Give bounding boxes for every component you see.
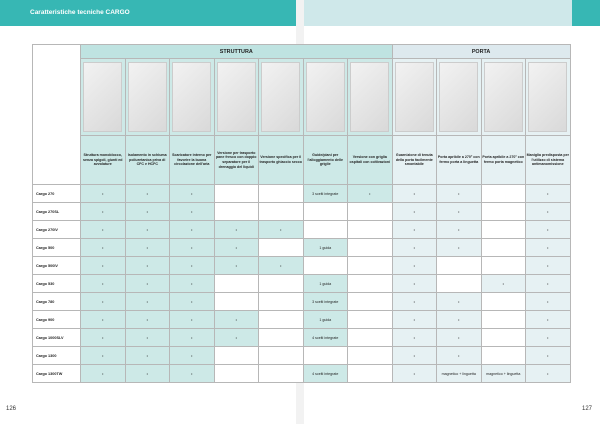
table-cell: • xyxy=(170,293,215,311)
table-cell: • xyxy=(392,239,437,257)
table-cell: • xyxy=(437,239,482,257)
table-cell: • xyxy=(125,293,170,311)
table-cell xyxy=(259,311,304,329)
table-cell: • xyxy=(392,203,437,221)
table-cell: • xyxy=(170,239,215,257)
table-cell: • xyxy=(526,203,571,221)
table-cell: • xyxy=(259,221,304,239)
feature-image xyxy=(481,59,526,136)
table-cell xyxy=(348,203,393,221)
table-cell: • xyxy=(125,311,170,329)
table-cell: • xyxy=(526,185,571,203)
table-cell: • xyxy=(526,239,571,257)
table-cell: • xyxy=(214,257,259,275)
table-cell xyxy=(259,185,304,203)
table-cell xyxy=(303,221,348,239)
product-photo xyxy=(484,62,523,132)
table-cell: • xyxy=(392,365,437,383)
table-cell: • xyxy=(170,257,215,275)
table-cell xyxy=(259,329,304,347)
table-cell: • xyxy=(81,329,126,347)
table-cell: • xyxy=(214,221,259,239)
table-cell xyxy=(481,311,526,329)
table-cell: • xyxy=(81,203,126,221)
feature-image xyxy=(259,59,304,136)
table-cell: • xyxy=(348,185,393,203)
table-row xyxy=(33,329,571,347)
table-cell xyxy=(348,329,393,347)
table-cell: • xyxy=(392,185,437,203)
table-cell: • xyxy=(125,275,170,293)
table-cell: • xyxy=(81,275,126,293)
table-cell: • xyxy=(392,275,437,293)
table-cell xyxy=(437,257,482,275)
table-cell: • xyxy=(170,221,215,239)
table-cell: • xyxy=(81,365,126,383)
product-photo xyxy=(217,62,256,132)
table-cell: 1 guida xyxy=(303,275,348,293)
table-cell xyxy=(214,365,259,383)
table-cell xyxy=(214,293,259,311)
table-cell: 1 guida xyxy=(303,239,348,257)
table-cell: • xyxy=(437,203,482,221)
table-row xyxy=(33,185,571,203)
table-cell xyxy=(259,293,304,311)
product-photo xyxy=(528,62,567,132)
feature-label: Porta apribile a 270° con fermo porta a linguetta xyxy=(437,136,482,185)
table-cell: • xyxy=(170,185,215,203)
table-cell xyxy=(348,221,393,239)
group-struttura: STRUTTURA xyxy=(81,45,393,59)
table-cell: • xyxy=(392,221,437,239)
table-cell xyxy=(348,293,393,311)
page-number-right: 127 xyxy=(582,406,593,412)
feature-label: Maniglia predisposta per l'utilizzo di sistema antimanomissione xyxy=(526,136,571,185)
table-cell: • xyxy=(526,293,571,311)
feature-label: Guarnizione di tenuta della porta facilmente smontabile xyxy=(392,136,437,185)
table-cell xyxy=(348,347,393,365)
feature-image xyxy=(81,59,126,136)
feature-image xyxy=(303,59,348,136)
group-porta: PORTA xyxy=(392,45,570,59)
model-name: Cargo 1300 xyxy=(33,347,81,365)
model-name: Cargo 1000SLV xyxy=(33,329,81,347)
feature-label: Guide/piani per l'alloggiamento delle griglie xyxy=(303,136,348,185)
feature-label: Versione per trasporto pane fresco con doppio separatore per il drenaggio del liquidi xyxy=(214,136,259,185)
page-number-left: 126 xyxy=(6,406,17,412)
feature-image xyxy=(125,59,170,136)
table-cell: magnetico + linguetta xyxy=(481,365,526,383)
feature-image xyxy=(437,59,482,136)
table-cell xyxy=(481,347,526,365)
feature-image xyxy=(526,59,571,136)
table-cell xyxy=(214,347,259,365)
table-cell: • xyxy=(214,239,259,257)
model-name: Cargo 530 xyxy=(33,275,81,293)
table-cell: • xyxy=(437,185,482,203)
table-cell: 3 scelti integrate xyxy=(303,185,348,203)
table-cell: 4 scelti integrate xyxy=(303,365,348,383)
table-row xyxy=(33,311,571,329)
table-cell xyxy=(303,203,348,221)
table-cell xyxy=(481,239,526,257)
feature-image xyxy=(214,59,259,136)
table-cell: • xyxy=(125,329,170,347)
page-title: Caratteristiche tecniche CARGO xyxy=(30,9,130,16)
table-cell xyxy=(214,203,259,221)
table-cell: • xyxy=(526,311,571,329)
table-cell: • xyxy=(526,365,571,383)
table-cell xyxy=(481,293,526,311)
table-row xyxy=(33,275,571,293)
table-row xyxy=(33,347,571,365)
table-cell xyxy=(259,275,304,293)
table-cell xyxy=(437,275,482,293)
table-cell: • xyxy=(170,347,215,365)
table-cell xyxy=(259,365,304,383)
feature-label: Isolamento in schiuma poliuretanica priva di CFC e HCFC xyxy=(125,136,170,185)
product-photo xyxy=(395,62,434,132)
table-cell: • xyxy=(526,257,571,275)
table-cell: • xyxy=(437,329,482,347)
table-cell xyxy=(348,365,393,383)
product-photo xyxy=(306,62,345,132)
table-row xyxy=(33,365,571,383)
model-name: Cargo 500IV xyxy=(33,257,81,275)
header-bar-right xyxy=(304,0,600,26)
feature-label: Versione specifica per il trasporto ghiaccio secco xyxy=(259,136,304,185)
table-cell: • xyxy=(125,257,170,275)
product-photo xyxy=(83,62,122,132)
feature-row xyxy=(33,136,571,185)
table-cell: • xyxy=(170,311,215,329)
table-cell xyxy=(259,347,304,365)
table-cell xyxy=(481,221,526,239)
model-name: Cargo 1300TW xyxy=(33,365,81,383)
table-cell: 4 scelti integrate xyxy=(303,329,348,347)
table-cell: • xyxy=(125,239,170,257)
table-cell: • xyxy=(392,293,437,311)
table-row xyxy=(33,203,571,221)
table-cell: • xyxy=(214,311,259,329)
product-photo xyxy=(172,62,211,132)
table-cell: • xyxy=(481,275,526,293)
table-cell: • xyxy=(392,347,437,365)
table-cell: • xyxy=(170,203,215,221)
model-name: Cargo 500 xyxy=(33,239,81,257)
model-name: Cargo 270 xyxy=(33,185,81,203)
product-photo xyxy=(350,62,389,132)
table-cell xyxy=(303,257,348,275)
table-row xyxy=(33,257,571,275)
image-row xyxy=(33,59,571,136)
product-photo xyxy=(439,62,478,132)
table-cell xyxy=(348,239,393,257)
table-cell xyxy=(259,203,304,221)
table-row xyxy=(33,221,571,239)
table-cell: • xyxy=(437,311,482,329)
table-cell xyxy=(348,257,393,275)
product-photo xyxy=(128,62,167,132)
header-bar-right-accent xyxy=(572,0,600,26)
feature-image xyxy=(170,59,215,136)
table-cell: • xyxy=(170,275,215,293)
table-cell: • xyxy=(170,365,215,383)
table-cell xyxy=(481,257,526,275)
feature-label: Struttura monoblocco, senza spigoli, giunti ed avvolature xyxy=(81,136,126,185)
table-cell xyxy=(303,347,348,365)
table-row xyxy=(33,293,571,311)
table-cell xyxy=(214,275,259,293)
model-name: Cargo 270IV xyxy=(33,221,81,239)
table-cell: • xyxy=(526,347,571,365)
table-cell: • xyxy=(81,221,126,239)
table-cell: • xyxy=(125,221,170,239)
feature-label: Versione con griglia ospitali con coltivazioni xyxy=(348,136,393,185)
table-cell: • xyxy=(259,257,304,275)
table-cell: • xyxy=(81,293,126,311)
model-name: Cargo 780 xyxy=(33,293,81,311)
table-cell: • xyxy=(526,275,571,293)
table-cell xyxy=(481,329,526,347)
table-cell: • xyxy=(125,347,170,365)
table-cell: • xyxy=(392,257,437,275)
model-name: Cargo 270SL xyxy=(33,203,81,221)
table-cell: • xyxy=(526,221,571,239)
product-photo xyxy=(261,62,300,132)
spec-table xyxy=(32,44,571,383)
feature-label: Scaricatore interno per favorire la buona circolazione dell'aria xyxy=(170,136,215,185)
model-name: Cargo 900 xyxy=(33,311,81,329)
table-cell: • xyxy=(214,329,259,347)
model-column-header xyxy=(33,45,81,185)
feature-image xyxy=(348,59,393,136)
table-cell: • xyxy=(437,347,482,365)
feature-label: Porta apribile a 270° con fermo porta magnetico xyxy=(481,136,526,185)
table-cell: • xyxy=(81,311,126,329)
table-cell: • xyxy=(81,347,126,365)
table-cell: • xyxy=(125,203,170,221)
table-row xyxy=(33,239,571,257)
table-cell: 1 guida xyxy=(303,311,348,329)
table-cell: • xyxy=(392,329,437,347)
table-cell xyxy=(481,203,526,221)
table-cell: • xyxy=(392,311,437,329)
table-cell: • xyxy=(437,221,482,239)
feature-image xyxy=(392,59,437,136)
table-cell xyxy=(348,275,393,293)
table-cell xyxy=(259,239,304,257)
table-cell xyxy=(348,311,393,329)
table-cell: • xyxy=(526,329,571,347)
table-cell: • xyxy=(437,293,482,311)
table-cell: • xyxy=(81,185,126,203)
table-cell: • xyxy=(81,239,126,257)
table-cell: • xyxy=(81,257,126,275)
table-cell: magnetico + linguetta xyxy=(437,365,482,383)
table-cell: • xyxy=(125,185,170,203)
table-cell: • xyxy=(125,365,170,383)
table-cell: • xyxy=(170,329,215,347)
table-cell xyxy=(214,185,259,203)
table-cell: 3 scelti integrate xyxy=(303,293,348,311)
table-cell xyxy=(481,185,526,203)
